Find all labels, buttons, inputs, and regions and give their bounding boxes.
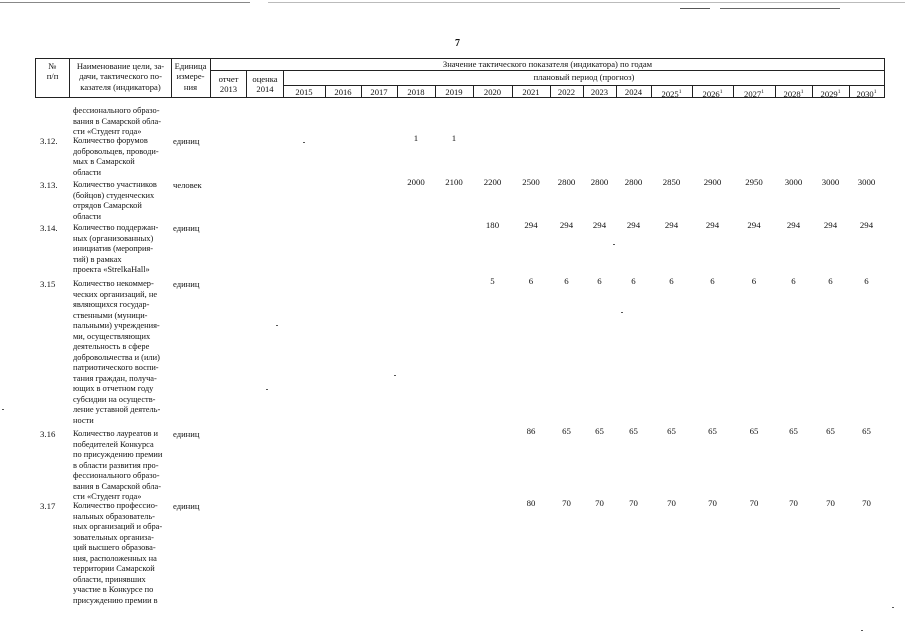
row-value-2025: 70 <box>667 498 676 508</box>
row-value-2024: 70 <box>629 498 638 508</box>
row-value-2028: 3000 <box>784 177 803 187</box>
row-value-2026: 65 <box>708 426 717 436</box>
row-value-2029: 70 <box>826 498 835 508</box>
row-value-2024: 2800 <box>624 177 643 187</box>
row-value-2027: 294 <box>747 220 761 230</box>
row-value-2028: 6 <box>791 276 796 286</box>
row-value-2026: 294 <box>705 220 720 230</box>
row-value-2022: 2800 <box>557 177 576 187</box>
header-indicator-name: Наименование цели, за- дачи, тактического по- казателя (индикатора) <box>76 61 165 92</box>
row-value-2020: 180 <box>485 220 500 230</box>
year-header-2028: 2028$^1$ <box>783 88 804 99</box>
row-value-2025: 65 <box>667 426 676 436</box>
row-value-2022: 6 <box>564 276 569 286</box>
row-value-2023: 65 <box>595 426 604 436</box>
year-header-2024: 2024 <box>624 87 643 97</box>
year-header-2025: 2025$^1$ <box>661 88 682 99</box>
row-value-2018: 1 <box>413 133 419 143</box>
row-value-2030: 65 <box>862 426 871 436</box>
row-value-2030: 294 <box>859 220 874 230</box>
year-header-2021: 2021 <box>522 87 540 97</box>
header-planned-period: плановый период (прогноз) <box>533 72 635 82</box>
row-number: 3.17 <box>40 501 56 511</box>
row-value-2026: 6 <box>710 276 715 286</box>
row-value-2028: 70 <box>789 498 798 508</box>
row-value-2030: 70 <box>862 498 871 508</box>
year-header-2027: 2027$^1$ <box>744 88 764 99</box>
row-value-2028: 294 <box>786 220 801 230</box>
row-unit: единиц <box>173 279 200 289</box>
row-value-2029: 3000 <box>821 177 840 187</box>
scan-edge-line <box>268 2 905 3</box>
row-unit: единиц <box>173 136 200 146</box>
row-value-2021: 86 <box>526 426 536 436</box>
row-value-2019: 2100 <box>445 177 463 187</box>
row-indicator-name: Количество форумов добровольцев, проводи- мых в Самарской области <box>73 136 159 177</box>
row-value-2028: 65 <box>789 426 798 436</box>
year-header-2020: 2020 <box>483 87 502 97</box>
row-value-2027: 2950 <box>745 177 763 187</box>
row-value-2020: 2200 <box>483 177 502 187</box>
row-indicator-name: Количество участников (бойцов) студенческих отрядов Самарской области <box>73 180 157 221</box>
page-number: 7 <box>455 38 460 49</box>
scan-edge-line <box>680 8 710 9</box>
header-values-title: Значение тактического показателя (индикатора) по годам <box>442 59 653 69</box>
row-value-2020: 5 <box>490 276 495 286</box>
row-indicator-name: Количество профессио- нальных образователь- ных организаций и обра- зовательных организа- ций высшего образова- ния, расположенных на территории Самарской области, принявших участие в Конкурсе по присуждению премии в <box>73 501 163 605</box>
header-num: № п/п <box>46 61 59 82</box>
header-unit: Единица измере- ния <box>174 61 207 92</box>
row-number: 3.16 <box>40 429 56 439</box>
row-value-2029: 6 <box>828 276 833 286</box>
year-header-2023: 2023 <box>590 87 609 97</box>
row-value-2023: 70 <box>595 498 604 508</box>
row-value-2018: 2000 <box>407 177 425 187</box>
continuation-text: фессионального образо- вания в Самарской обла- сти «Студент года» <box>73 106 162 136</box>
scan-edge-line <box>720 8 840 9</box>
row-value-2027: 70 <box>749 498 759 508</box>
year-header-2029: 2029$^1$ <box>820 88 841 99</box>
row-value-2029: 65 <box>826 426 835 436</box>
year-header-2022: 2022 <box>557 87 576 97</box>
scan-edge-line <box>0 2 250 3</box>
row-value-2027: 65 <box>749 426 759 436</box>
row-value-2024: 6 <box>631 276 636 286</box>
row-indicator-name: Количество некоммер- ческих организаций, не являющихся государ- ственными (муници- пальными) учреждения- ми, осуществляющих деятельность в сфере добровольчества и (или) патриотического воспи- тания граждан, получа- ющих в отчетном году субсидии на осуществ- ление уставной деятель- ности <box>73 279 161 425</box>
row-value-2023: 6 <box>597 276 602 286</box>
year-header-2016: 2016 <box>334 87 352 97</box>
year-header-2018: 2018 <box>407 87 425 97</box>
row-value-2023: 294 <box>592 220 607 230</box>
row-value-2023: 2800 <box>590 177 609 187</box>
row-value-2021: 2500 <box>522 177 540 187</box>
row-indicator-name: Количество поддержан- ных (организованных) инициатив (мероприя- тий) в рамках проекта «StrelkaHall» <box>73 223 159 274</box>
row-indicator-name: Количество лауреатов и победителей Конкурса по присуждению премии в области развития про- фессионального образо- вания в Самарской обла- сти «Студент года» <box>73 429 163 501</box>
row-value-2021: 294 <box>524 220 538 230</box>
row-value-2030: 3000 <box>857 177 876 187</box>
row-value-2025: 294 <box>664 220 679 230</box>
row-unit: единиц <box>173 429 200 439</box>
row-value-2021: 80 <box>526 498 536 508</box>
year-header-2019: 2019 <box>445 87 463 97</box>
row-value-2022: 294 <box>559 220 574 230</box>
header-report: отчет 2013 <box>218 74 239 95</box>
year-header-2017: 2017 <box>370 87 388 97</box>
row-number: 3.15 <box>40 279 56 289</box>
row-value-2021: 6 <box>528 276 534 286</box>
row-value-2029: 294 <box>823 220 838 230</box>
row-value-2024: 65 <box>629 426 638 436</box>
header-estimate: оценка 2014 <box>252 74 278 95</box>
row-value-2022: 65 <box>562 426 571 436</box>
year-header-2015: 2015 <box>295 87 313 97</box>
row-number: 3.14. <box>40 223 58 233</box>
year-header-2026: 2026$^1$ <box>702 88 723 99</box>
row-number: 3.12. <box>40 136 58 146</box>
row-unit: человек <box>173 180 202 190</box>
row-value-2026: 70 <box>708 498 717 508</box>
row-value-2027: 6 <box>751 276 757 286</box>
row-value-2026: 2900 <box>703 177 722 187</box>
row-value-2025: 6 <box>669 276 674 286</box>
row-unit: единиц <box>173 223 200 233</box>
row-value-2024: 294 <box>626 220 641 230</box>
row-unit: единиц <box>173 501 200 511</box>
row-value-2022: 70 <box>562 498 571 508</box>
row-number: 3.13. <box>40 180 58 190</box>
row-value-2025: 2850 <box>662 177 681 187</box>
row-value-2019: 1 <box>451 133 457 143</box>
year-header-2030: 2030$^1$ <box>856 88 877 99</box>
row-value-2030: 6 <box>864 276 869 286</box>
